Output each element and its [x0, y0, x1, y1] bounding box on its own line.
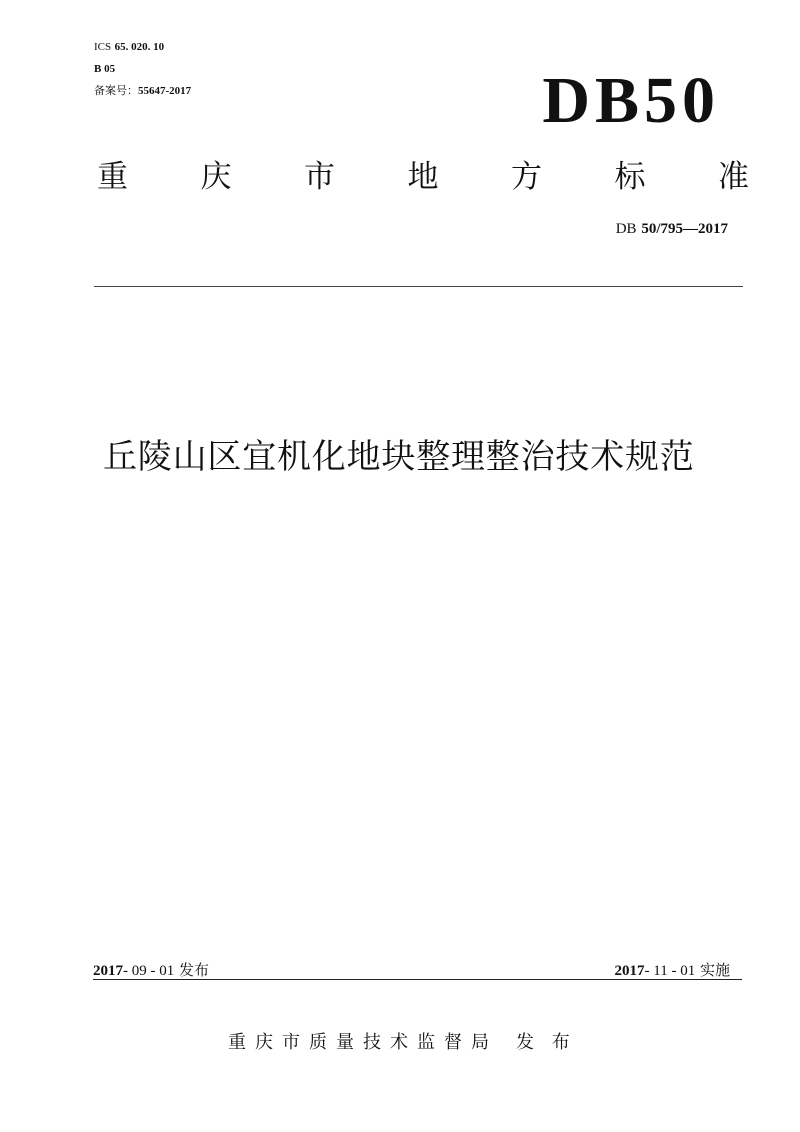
ccs-code: B 05: [94, 63, 116, 75]
issuer-action: 发 布: [516, 1032, 576, 1053]
record-label: 备案号：: [94, 84, 138, 97]
standard-type-char: 方: [511, 159, 542, 195]
standard-number-value: 50/795—2017: [641, 221, 728, 237]
date-divider: [93, 979, 742, 980]
standard-type-char: 地: [407, 159, 439, 195]
ics-code: 65. 020. 10: [114, 41, 165, 53]
standard-type: [97, 158, 749, 196]
standard-type-char: 庆: [200, 159, 232, 195]
record-number-line: [94, 84, 191, 98]
ics-code-line: [94, 40, 164, 54]
publish-year: 2017: [93, 963, 123, 979]
header-divider: [94, 286, 743, 287]
record-number: 55647-2017: [138, 85, 192, 97]
publish-label: 发布: [179, 961, 210, 979]
implement-year: 2017: [614, 963, 645, 979]
standard-type-char: 准: [718, 159, 749, 195]
standard-number: [616, 218, 728, 239]
publish-month-day: - 09 - 01: [123, 963, 175, 979]
standard-type-char: 标: [614, 159, 646, 195]
implement-label: 实施: [699, 961, 730, 979]
issuer: [228, 1031, 576, 1055]
standard-type-char: 市: [304, 159, 335, 195]
publish-date: [93, 960, 209, 981]
standard-number-prefix: DB: [615, 221, 637, 237]
standard-type-char: 重: [97, 159, 128, 195]
document-title: 丘陵山区宜机化地块整理整治技术规范: [103, 437, 695, 477]
standard-prefix: DB50: [542, 64, 720, 137]
implement-month-day: - 11 - 01: [644, 963, 696, 979]
ics-label: ICS: [94, 41, 112, 53]
issuer-name: 重庆市质量技术监督局: [228, 1032, 498, 1053]
implement-date: [615, 960, 730, 981]
